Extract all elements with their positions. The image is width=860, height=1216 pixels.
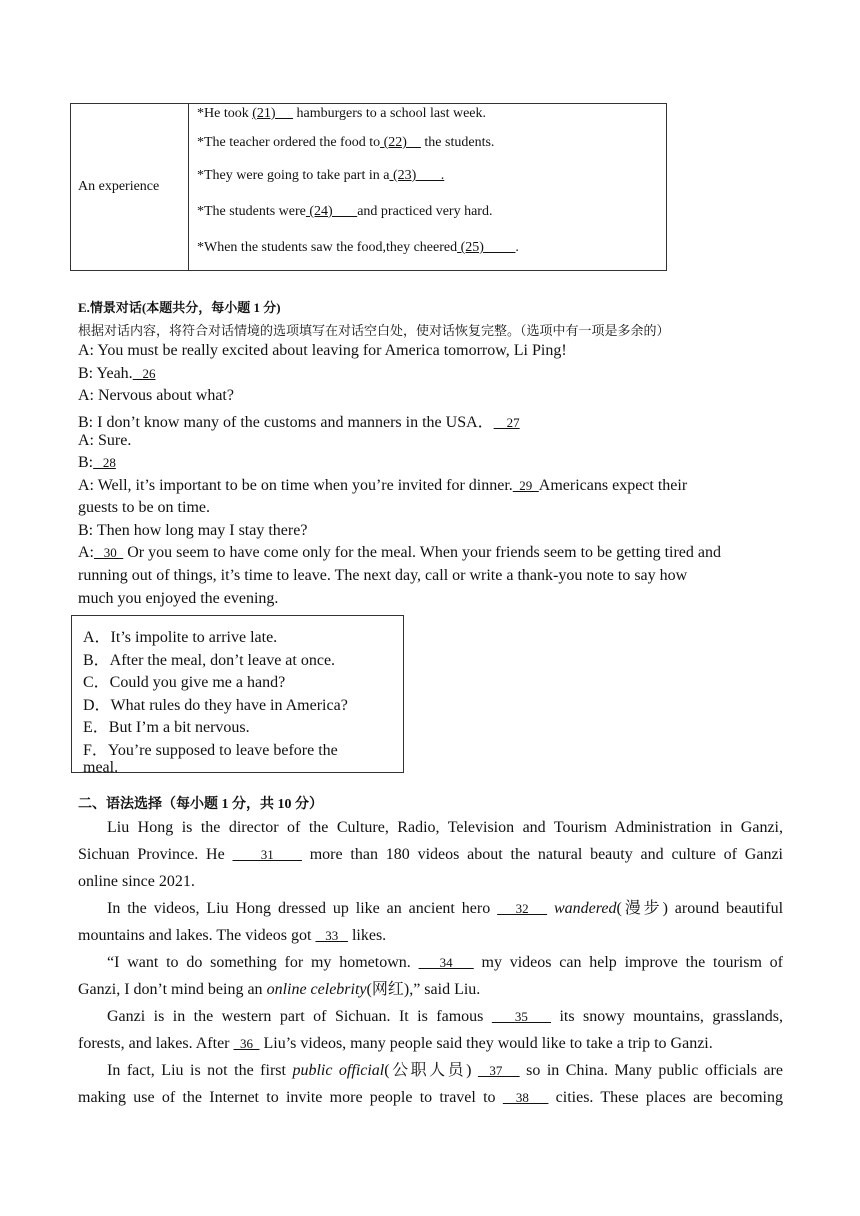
option-d: D．What rules do they have in America?	[83, 697, 348, 714]
option-c: C．Could you give me a hand?	[83, 674, 286, 691]
section-e-instruction: 根据对话内容，将符合对话情境的选项填写在对话空白处，使对话恢复完整。（选项中有一项是多余的）	[78, 323, 670, 338]
paragraph-line: Ganzi, I don’t mind being an online celebrity(网红),” said Liu.	[78, 981, 481, 998]
option-a: A．It’s impolite to arrive late.	[83, 629, 278, 646]
paragraph-line: making use of the Internet to invite more people to travel to 38 cities. These places are becoming	[78, 1089, 784, 1106]
paragraph-line: online since 2021.	[78, 873, 195, 890]
experience-table	[70, 103, 667, 271]
dialogue-line: B: Yeah. 26	[78, 365, 156, 382]
paragraph-line: In the videos, Liu Hong dressed up like an ancient hero 32 wandered(漫步) around beautiful	[107, 900, 784, 917]
dialogue-line: guests to be on time.	[78, 499, 210, 516]
dialogue-line: A: Well, it’s important to be on time when you’re invited for dinner. 29 Americans expect their	[78, 477, 688, 494]
blank-37: 37	[477, 1063, 520, 1078]
blank-33: 33	[315, 928, 348, 943]
blank-28: 28	[93, 455, 116, 470]
blank-34: 34	[418, 955, 474, 970]
dialogue-line: A: You must be really excited about leaving for America tomorrow, Li Ping!	[78, 342, 567, 359]
table-line-23: *They were going to take part in a (23) .	[197, 168, 445, 183]
dialogue-line: running out of things, it’s time to leave. The next day, call or write a thank-you note to say how	[78, 567, 688, 584]
paragraph-line: In fact, Liu is not the first public official(公职人员) 37 so in China. Many public officials are	[107, 1062, 783, 1079]
blank-27: 27	[493, 415, 520, 430]
blank-32: 32	[497, 901, 548, 916]
table-line-21: *He took (21) hamburgers to a school last week.	[197, 106, 487, 121]
option-e: E．But I’m a bit nervous.	[83, 719, 250, 736]
dialogue-line: A: Nervous about what?	[78, 387, 234, 404]
paragraph-line: Ganzi is in the western part of Sichuan. It is famous 35 its snowy mountains, grasslands,	[107, 1008, 784, 1025]
paragraph-line: mountains and lakes. The videos got 33 likes.	[78, 927, 387, 944]
options-box	[71, 615, 404, 773]
dialogue-line: B: 28	[78, 454, 116, 471]
option-f-continued: meal.	[83, 759, 119, 773]
table-line-25: *When the students saw the food,they cheered (25) .	[197, 240, 519, 255]
blank-38: 38	[502, 1090, 549, 1105]
paragraph-line: “I want to do something for my hometown. 34 my videos can help improve the tourism of	[107, 954, 784, 971]
paragraph-line: Liu Hong is the director of the Culture, Radio, Television and Tourism Administration in Ganzi,	[107, 819, 783, 836]
blank-30: 30	[94, 545, 124, 560]
dialogue-line: B: Then how long may I stay there?	[78, 522, 308, 539]
option-f: F．You’re supposed to leave before the	[83, 742, 338, 759]
dialogue-line: much you enjoyed the evening.	[78, 590, 279, 607]
blank-36: 36	[233, 1036, 260, 1051]
blank-35: 35	[491, 1009, 552, 1024]
blank-26: 26	[132, 366, 156, 381]
option-b: B．After the meal, don’t leave at once.	[83, 652, 336, 669]
table-line-22: *The teacher ordered the food to (22) the students.	[197, 135, 495, 150]
table-line-24: *The students were (24) and practiced very hard.	[197, 204, 493, 219]
table-row-label: An experience	[71, 104, 189, 271]
blank-29: 29	[512, 478, 539, 493]
table-content-cell	[189, 104, 667, 271]
paragraph-line: Sichuan Province. He 31 more than 180 videos about the natural beauty and culture of Ganzi	[78, 846, 784, 863]
dialogue-line: A: 30 Or you seem to have come only for the meal. When your friends seem to be getting tired and	[78, 544, 721, 561]
dialogue-line: B: I don’t know many of the customs and manners in the USA． 27	[78, 414, 520, 431]
paragraph-line: forests, and lakes. After 36 Liu’s videos, many people said they would like to take a trip to Ganzi.	[78, 1035, 713, 1052]
dialogue-line: A: Sure.	[78, 432, 132, 449]
section-2-heading: 二、语法选择（每小题 1 分，共 10 分）	[78, 797, 323, 812]
section-e-heading: E.情景对话(本题共分，每小题 1 分)	[78, 300, 281, 315]
blank-31: 31	[232, 847, 302, 862]
